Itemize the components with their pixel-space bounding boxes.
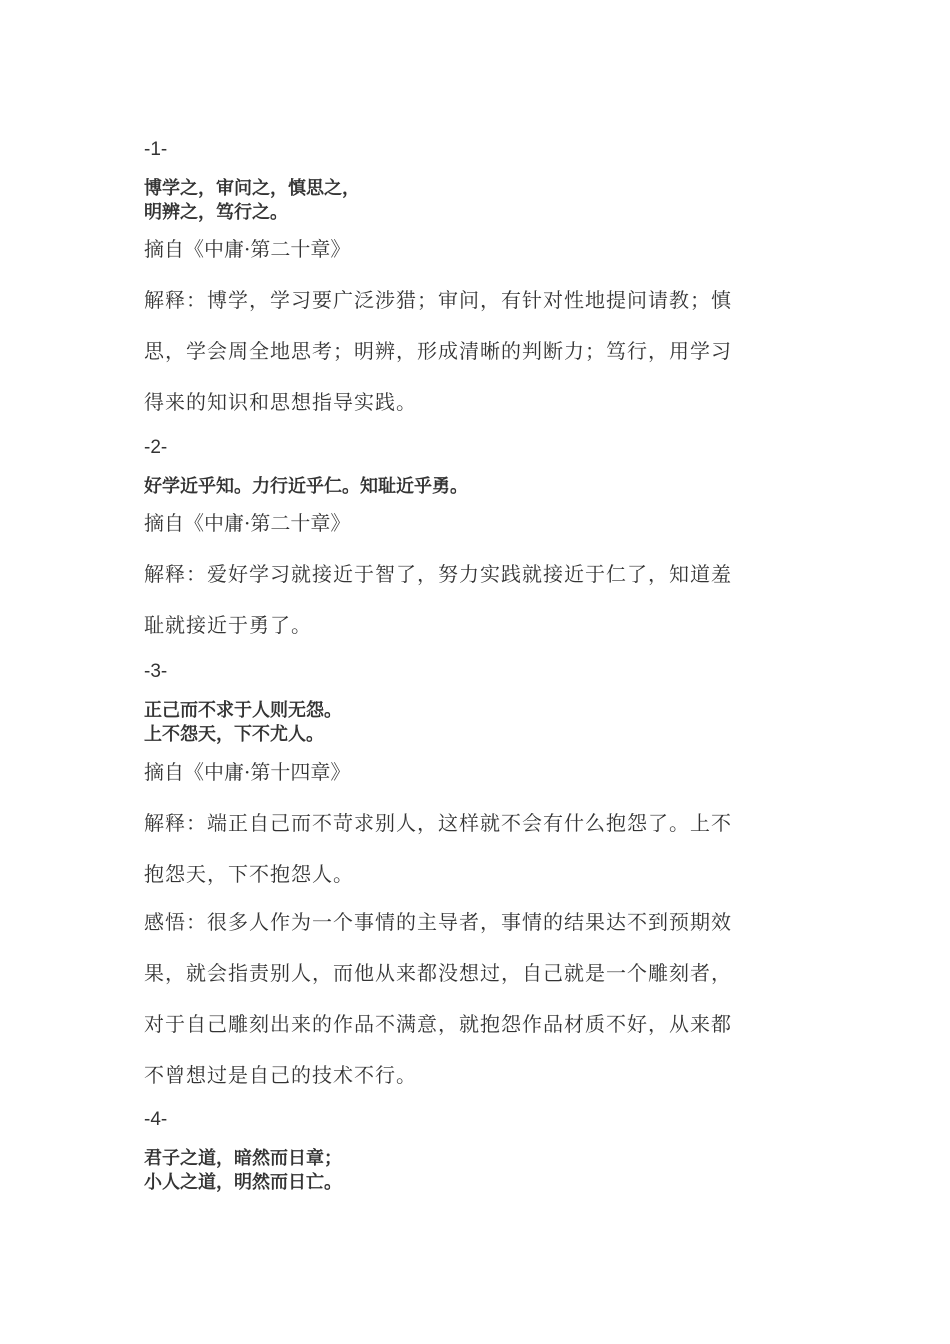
- quote-line: 上不怨天，下不尤人。: [144, 724, 324, 745]
- quote-line: 小人之道，明然而日亡。: [144, 1172, 342, 1193]
- insight-paragraph: [144, 897, 809, 1101]
- quote-line: 君子之道，暗然而日章；: [144, 1148, 342, 1169]
- explanation-line: 耻就接近于勇了。: [144, 613, 312, 637]
- explanation-paragraph: [144, 798, 809, 900]
- explanation-line: 解释：博学，学习要广泛涉猎；审问，有针对性地提问请教；慎: [144, 288, 732, 312]
- quote-text: [144, 475, 468, 499]
- source-citation: 摘自《中庸·第二十章》: [144, 511, 351, 535]
- source-citation: 摘自《中庸·第二十章》: [144, 237, 351, 261]
- quote-line: 正己而不求于人则无怨。: [144, 700, 342, 721]
- quote-text: [144, 1147, 342, 1195]
- quote-text: [144, 699, 342, 747]
- quote-line: 博学之，审问之，慎思之，: [144, 178, 360, 199]
- explanation-paragraph: [144, 275, 809, 428]
- quote-line: 明辨之，笃行之。: [144, 202, 288, 223]
- explanation-line: 解释：端正自己而不苛求别人，这样就不会有什么抱怨了。上不: [144, 811, 732, 835]
- explanation-line: 抱怨天，下不抱怨人。: [144, 862, 354, 886]
- section-number: -3-: [144, 661, 168, 682]
- explanation-paragraph: [144, 549, 809, 651]
- explanation-line: 解释：爱好学习就接近于智了，努力实践就接近于仁了，知道羞: [144, 562, 732, 586]
- explanation-line: 得来的知识和思想指导实践。: [144, 390, 417, 414]
- insight-line: 不曾想过是自己的技术不行。: [144, 1063, 417, 1087]
- insight-line: 感悟：很多人作为一个事情的主导者，事情的结果达不到预期效: [144, 910, 732, 934]
- section-number: -2-: [144, 437, 168, 458]
- explanation-line: 思，学会周全地思考；明辨，形成清晰的判断力；笃行，用学习: [144, 339, 732, 363]
- insight-line: 对于自己雕刻出来的作品不满意，就抱怨作品材质不好，从来都: [144, 1012, 732, 1036]
- section-number: -4-: [144, 1109, 168, 1130]
- quote-line: 好学近乎知。力行近乎仁。知耻近乎勇。: [144, 476, 468, 497]
- section-number: -1-: [144, 139, 168, 160]
- insight-line: 果，就会指责别人，而他从来都没想过，自己就是一个雕刻者，: [144, 961, 732, 985]
- source-citation: 摘自《中庸·第十四章》: [144, 760, 351, 784]
- quote-text: [144, 177, 360, 225]
